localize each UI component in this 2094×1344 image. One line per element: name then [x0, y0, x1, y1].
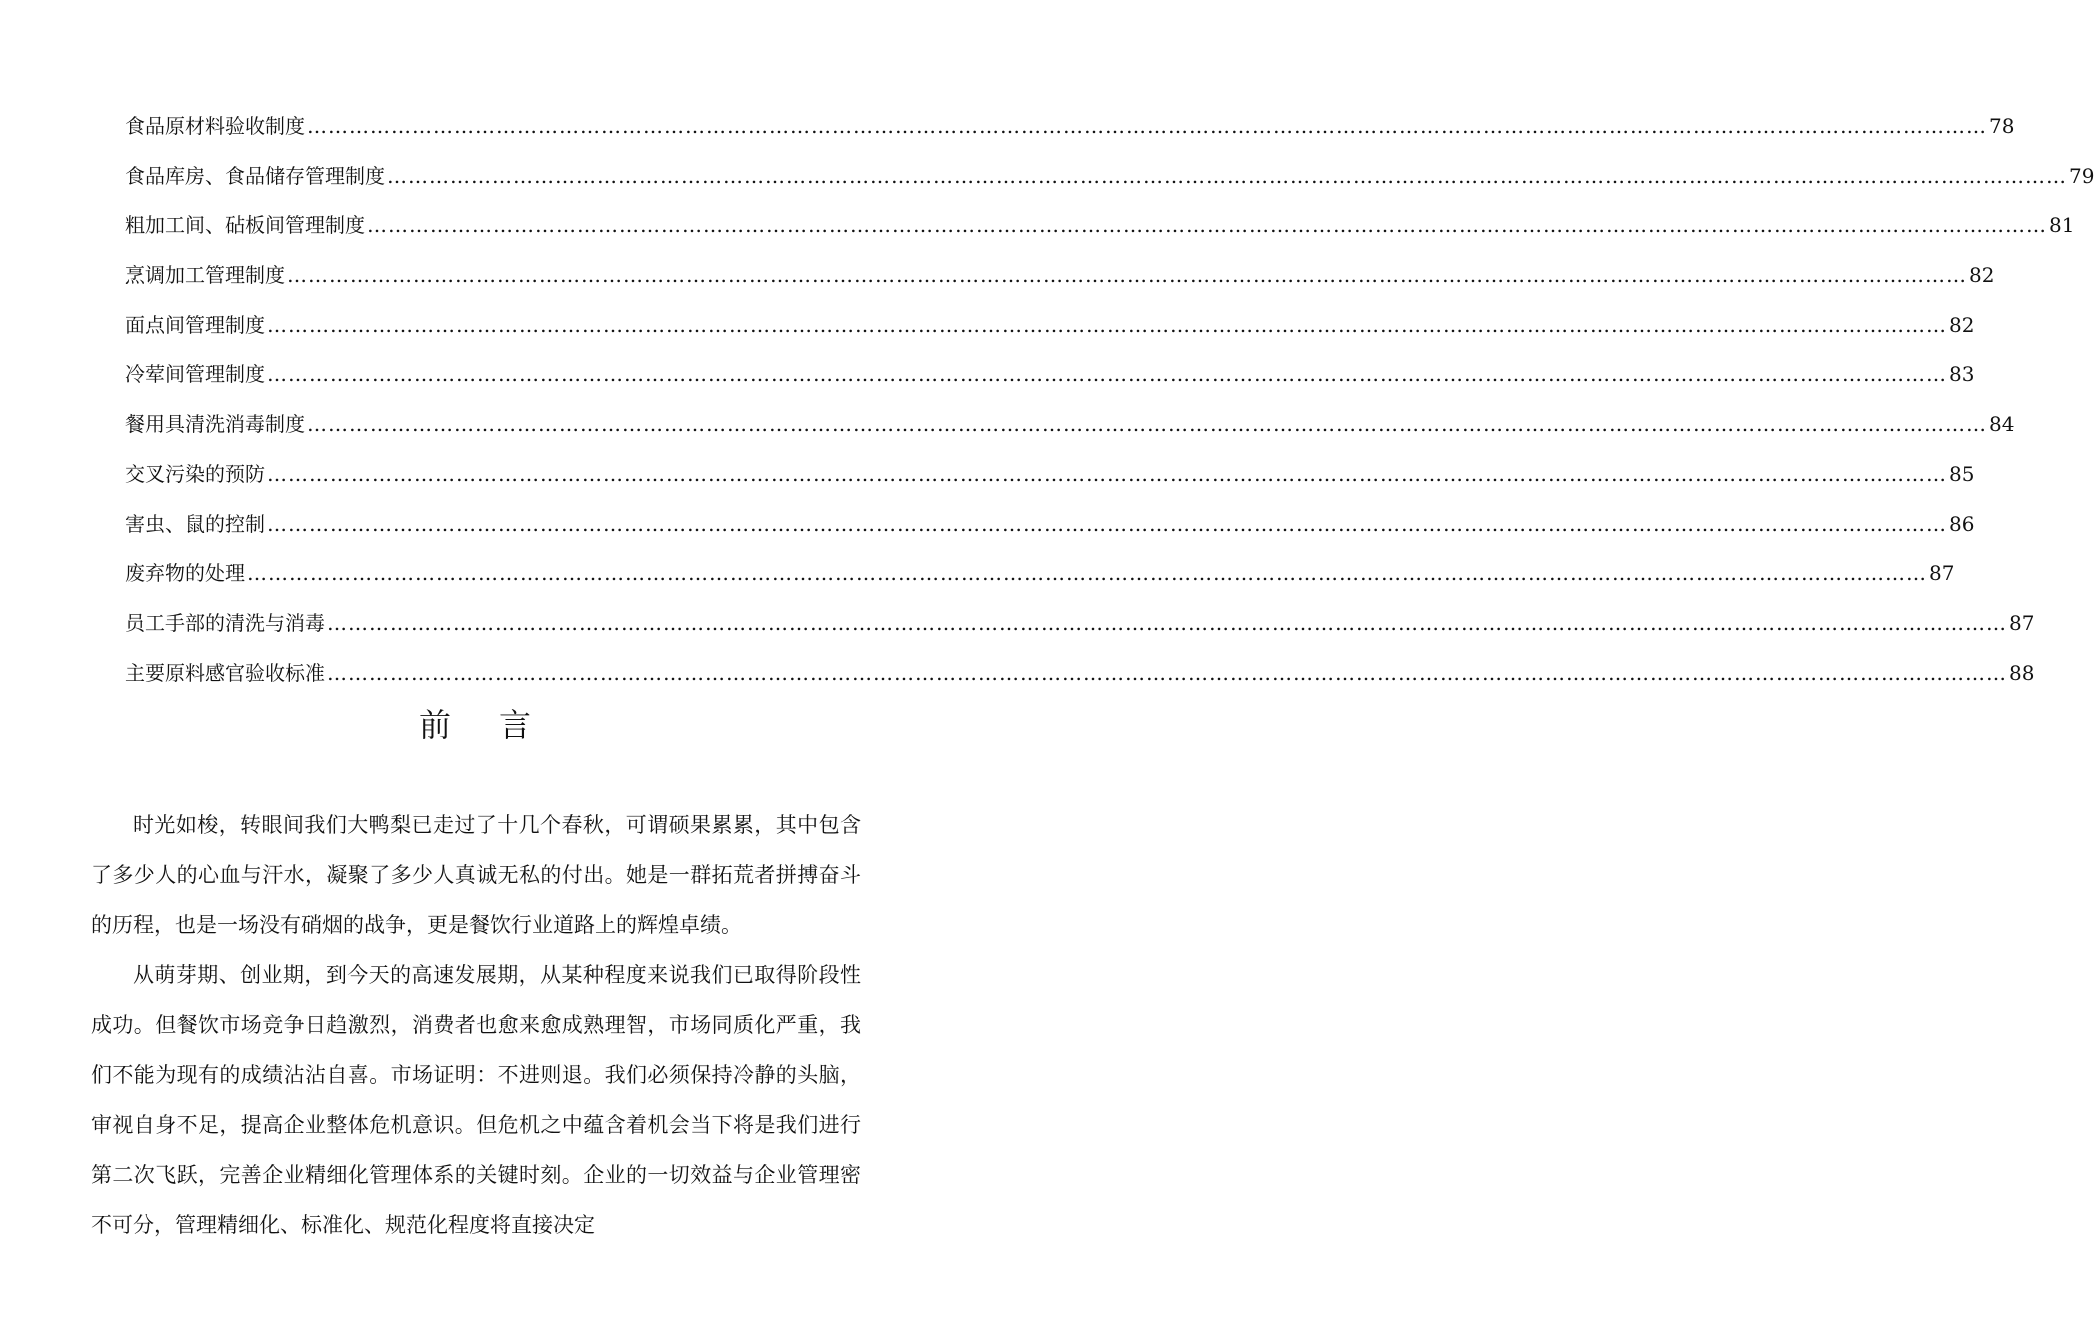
paragraph: 从萌芽期、创业期，到今天的高速发展期，从某种程度来说我们已取得阶段性成功。但餐饮市场竞争日趋激烈，消费者也愈来愈成熟理智，市场同质化严重，我们不能为现有的成绩沾沾自喜。市场证明：不进则退。我们必须保持冷静的头脑，审视自身不足，提高企业整体危机意识。但危机之中蕴含着机会当下将是我们进行第二次飞跃，完善企业精细化管理体系的关键时刻。企业的一切效益与企业管理密不可分，管理精细化、标准化、规范化程度将直接决定: [91, 963, 861, 1237]
section-heading: [0, 700, 950, 750]
toc-entry[interactable]: [125, 599, 2035, 649]
toc-entry-title: 餐用具清洗消毒制度: [125, 412, 305, 437]
toc-entry-title: 主要原料感官验收标准: [125, 660, 325, 685]
toc-entry[interactable]: [125, 152, 2094, 202]
toc-dot-leader: ……………………………………………………………………………………………………………………………………………………………………………………………………………………: [327, 660, 2007, 685]
toc-entry-page: 83: [1949, 362, 1975, 387]
toc-entry-title: 烹调加工管理制度: [125, 263, 285, 288]
toc-entry[interactable]: [125, 649, 2035, 699]
table-of-contents: [125, 102, 2094, 698]
toc-entry[interactable]: [125, 400, 2015, 450]
toc-dot-leader: ……………………………………………………………………………………………………………………………………………………………………………………………………………………: [327, 610, 2007, 635]
toc-entry-page: 79: [2069, 163, 2094, 188]
toc-entry-title: 食品原材料验收制度: [125, 114, 305, 138]
toc-entry-page: 84: [1989, 412, 2015, 437]
toc-entry-title: 员工手部的清洗与消毒: [125, 610, 325, 635]
toc-entry[interactable]: [125, 500, 1975, 550]
toc-entry-page: 87: [2009, 610, 2035, 635]
toc-entry-page: 78: [1989, 114, 2015, 138]
toc-dot-leader: ……………………………………………………………………………………………………………………………………………………………………………………………………………………: [307, 114, 1987, 138]
toc-entry-page: 87: [1929, 561, 1955, 586]
heading-char: 言: [499, 706, 532, 744]
toc-entry-title: 食品库房、食品储存管理制度: [125, 163, 385, 188]
toc-dot-leader: ……………………………………………………………………………………………………………………………………………………………………………………………………………………: [367, 213, 2047, 238]
toc-entry-title: 冷荤间管理制度: [125, 362, 265, 387]
toc-entry-page: 82: [1969, 263, 1995, 288]
toc-entry-title: 粗加工间、砧板间管理制度: [125, 213, 365, 238]
toc-dot-leader: ……………………………………………………………………………………………………………………………………………………………………………………………………………………: [387, 163, 2067, 188]
toc-entry[interactable]: [125, 201, 2075, 251]
toc-entry-page: 85: [1949, 461, 1975, 486]
toc-entry-title: 害虫、鼠的控制: [125, 511, 265, 536]
toc-entry[interactable]: [125, 549, 1955, 599]
toc-entry-page: 88: [2009, 660, 2035, 685]
toc-dot-leader: ……………………………………………………………………………………………………………………………………………………………………………………………………………………: [267, 461, 1947, 486]
toc-entry-page: 82: [1949, 312, 1975, 337]
toc-dot-leader: ……………………………………………………………………………………………………………………………………………………………………………………………………………………: [267, 312, 1947, 337]
preface-body: [91, 800, 861, 1250]
toc-entry-page: 86: [1949, 511, 1975, 536]
toc-dot-leader: ……………………………………………………………………………………………………………………………………………………………………………………………………………………: [267, 511, 1947, 536]
toc-entry[interactable]: [125, 251, 1995, 301]
toc-dot-leader: ……………………………………………………………………………………………………………………………………………………………………………………………………………………: [307, 412, 1987, 437]
toc-entry[interactable]: [125, 450, 1975, 500]
heading-char: 前: [418, 706, 451, 744]
toc-dot-leader: ……………………………………………………………………………………………………………………………………………………………………………………………………………………: [267, 362, 1947, 387]
toc-entry[interactable]: [125, 102, 2015, 152]
toc-entry-title: 面点间管理制度: [125, 312, 265, 337]
toc-dot-leader: ……………………………………………………………………………………………………………………………………………………………………………………………………………………: [287, 263, 1967, 288]
toc-entry-page: 81: [2049, 213, 2075, 238]
toc-entry-title: 废弃物的处理: [125, 561, 245, 586]
toc-dot-leader: ……………………………………………………………………………………………………………………………………………………………………………………………………………………: [247, 561, 1927, 586]
paragraph: 时光如梭，转眼间我们大鸭梨已走过了十几个春秋，可谓硕果累累，其中包含了多少人的心血与汗水，凝聚了多少人真诚无私的付出。她是一群拓荒者拼搏奋斗的历程，也是一场没有硝烟的战争，更是餐饮行业道路上的辉煌卓绩。: [91, 813, 861, 937]
toc-entry[interactable]: [125, 301, 1975, 351]
toc-entry-title: 交叉污染的预防: [125, 461, 265, 486]
toc-entry[interactable]: [125, 350, 1975, 400]
